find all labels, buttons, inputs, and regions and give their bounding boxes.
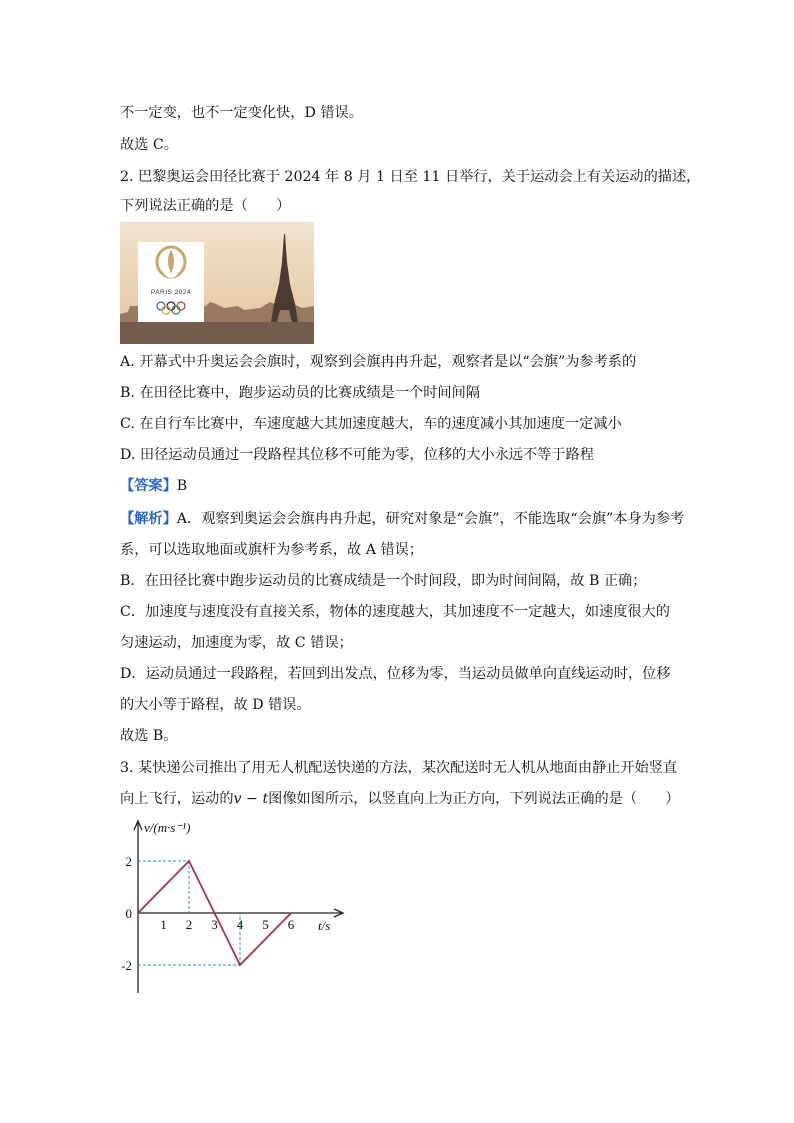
y-tick-label: -2 — [121, 958, 132, 973]
question-3-text-a: 向上飞行，运动的 — [120, 791, 234, 807]
question-3-text-b: 图像如图所示，以竖直向上为正方向，下列说法正确的是（ ） — [268, 791, 680, 807]
y-tick-label: 2 — [125, 854, 132, 869]
analysis-line-6: D．运动员通过一段路程，若回到出发点，位移为零，当运动员做单向直线运动时，位移 — [120, 666, 671, 682]
data-point-1 — [188, 860, 190, 862]
paris-2024-photo — [120, 222, 314, 344]
question-3-line-2 — [120, 790, 680, 808]
x-axis-label: t/s — [318, 918, 331, 933]
x-tick-label: 5 — [262, 917, 269, 932]
x-tick-label: 6 — [287, 917, 295, 932]
analysis-line-7: 的大小等于路程，故 D 错误。 — [120, 697, 311, 713]
analysis-line-4: C．加速度与速度没有直接关系，物体的速度越大，其加速度不一定越大，如速度很大的 — [120, 604, 670, 620]
answer-value: B — [176, 478, 188, 494]
v-t-symbol: v − t — [233, 791, 269, 807]
data-point-3 — [290, 912, 292, 914]
analysis-line-1 — [120, 510, 684, 528]
paris-2024-logo-text: PARIS 2024 — [150, 289, 192, 296]
y-axis-label: v/(m·s⁻¹) — [144, 820, 191, 835]
conclusion-line: 故选 B。 — [120, 728, 178, 744]
question-2-line-2: 下列说法正确的是（ ） — [120, 198, 291, 214]
option-a: A. 开幕式中升奥运会会旗时，观察到会旗冉冉升起，观察者是以“会旗”为参考系的 — [120, 354, 637, 370]
v-t-graph — [110, 815, 350, 1000]
data-point-0 — [137, 912, 139, 914]
y-tick-label: 0 — [125, 906, 132, 921]
question-2-line-1: 2. 巴黎奥运会田径比赛于 2024 年 8 月 1 日至 11 日举行，关于运动会上有关运动的描述， — [120, 169, 701, 185]
x-tick-label: 3 — [211, 917, 218, 932]
x-tick-label: 1 — [160, 917, 167, 932]
data-point-2 — [239, 964, 241, 966]
analysis-line-2: 系，可以选取地面或旗杆为参考系，故 A 错误； — [120, 542, 424, 558]
answer-line — [120, 477, 187, 495]
line-1: 不一定变，也不一定变化快，D 错误。 — [120, 105, 363, 121]
answer-label: 【答案】 — [120, 478, 177, 494]
x-tick-label: 2 — [185, 917, 193, 932]
x-tick-label: 4 — [236, 917, 244, 932]
analysis-label: 【解析】 — [120, 511, 177, 527]
option-d: D. 田径运动员通过一段路程其位移不可能为零，位移的大小永远不等于路程 — [120, 447, 594, 463]
analysis-line-5: 匀速运动，加速度为零，故 C 错误； — [120, 635, 353, 651]
analysis-line-3: B．在田径比赛中跑步运动员的比赛成绩是一个时间段，即为时间间隔，故 B 正确； — [120, 573, 647, 589]
line-2: 故选 C。 — [120, 137, 178, 153]
paris-photo-illustration — [120, 222, 314, 344]
analysis-text-1: A．观察到奥运会会旗冉冉升起，研究对象是“会旗”，不能选取“会旗”本身为参考 — [176, 511, 685, 527]
option-b: B. 在田径比赛中，跑步运动员的比赛成绩是一个时间间隔 — [120, 385, 480, 401]
question-3-line-1: 3. 某快递公司推出了用无人机配送快递的方法，某次配送时无人机从地面由静止开始竖直 — [120, 760, 678, 776]
option-c: C. 在自行车比赛中，车速度越大其加速度越大，车的速度减小其加速度一定减小 — [120, 416, 622, 432]
